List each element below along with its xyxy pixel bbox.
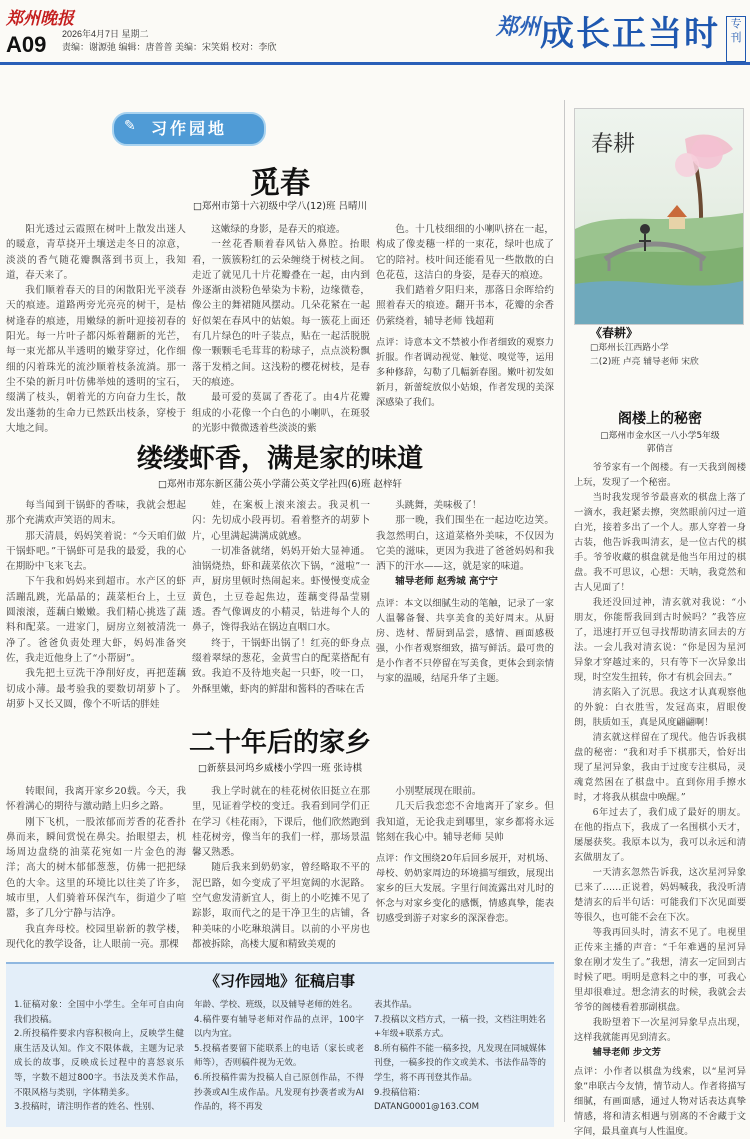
column-badge-label: 习作园地 bbox=[150, 119, 227, 138]
submission-col-2: 年龄、学校、班级，以及辅导老师的姓名。 4.稿件要有辅导老师对作品的点评，100字以内为宜。 5.投稿者要留下能联系上的电话（家长或老师等），否则稿件视为无效。 6.所投稿件需为投稿人自己原创作品，不得抄袭或AI生成作品。凡发现有抄袭者或为AI作品的，将不再发 bbox=[194, 1000, 364, 1113]
painting-school: □郑州长江西路小学 bbox=[590, 343, 669, 353]
header-rule bbox=[0, 62, 750, 65]
article-col-hometown-2 bbox=[192, 784, 370, 952]
paragraph: 色。十几枝细细的小喇叭挤在一起，构成了像麦穗一样的一束花，绿叶也成了它的陪衬。枝叶间还能看见一些散散的白色花苞，这洁白的身姿，是春天的痕迹。 bbox=[376, 224, 554, 281]
painting-illustration bbox=[575, 109, 743, 324]
section-title: 成长正当时 bbox=[540, 14, 720, 54]
paragraph: 娃，在案板上滚来滚去。我灵机一闪：先切成小段再切。看着整齐的胡萝卜片，心里满起满满成就感。 bbox=[192, 500, 370, 542]
article-title-michun: 觅春 bbox=[250, 166, 310, 201]
article-title-hometown: 二十年后的家乡 bbox=[188, 728, 371, 758]
paragraph: 那天清晨，妈妈笑着说：“今天咱们做干锅虾吧。”干锅虾可是我的最爱，我的心在期盼中飞来飞去。 bbox=[6, 530, 186, 573]
paragraph: 我先把土豆洗干净削好皮，再把莲藕切成小薄。最考验我的要数切胡萝卜了。胡萝卜又长又圆，像个不听话的胖娃 bbox=[6, 668, 186, 710]
paragraph: 6年过去了，我们成了最好的朋友。在他的指点下，我成了一名围棋小天才，屡屡获奖。我原本以为，我可以永远和清玄做朋友了。 bbox=[574, 807, 746, 863]
paragraph: 一丝花香顺着春风钻入鼻腔。抬眼看，一簇簇粉红的云朵缠绕于树枝之间。走近了就见几十片花瓣叠在一起，由内到外逐渐由淡粉色晕染为卡粉，边缘微卷，像公主的舞裙随风摆动。几朵花紧在一起好似架在春风中的姑娘。每一簇花上面还有几片绿色的叶子装点，贴在一起活脱脱像一颗颗毛毛茸茸的粉球子，点点淡粉飘落于发梢之间。这浅粉的樱花树枝，是春天的痕迹。 bbox=[192, 239, 370, 388]
article-col-michun-1 bbox=[6, 222, 186, 436]
paragraph: 头跳舞，美味极了！ bbox=[395, 500, 482, 511]
pencil-icon: ✎ bbox=[124, 118, 136, 134]
paragraph: 一天清玄忽然告诉我，这次星河异象已来了……正说着，妈妈喊我，我没听清楚清玄的后半句话：可能我们下次见面要等很久，也可能不会在下次。 bbox=[574, 867, 746, 923]
article-comment-michun: 点评：诗意本文不禁被小作者细致的观察力折服。作者调动视觉、触觉、嗅觉等，运用多种修辞，勾勒了几幅新春图。嫩叶初发如新月，新蕾绽放似小姑娘，作者发现的美深深感染了我们。 bbox=[376, 337, 554, 409]
paragraph: 我们顺着春天的目的闲散阳光平淡春天的痕迹。道路两旁光亮亮的树干，是枯树逢春的痕迹，用嫩绿的新叶迎接初春的阳光。每一片叶子都闪烁着翻新的光芒，每一束光都从半透明的嫩芽穿过，化作细细的闪着珠光的流沙顺着枝条流淌。那一尘不染的新月叶仿佛举烛的透明的宝石，缀满了枝头，朝着光的方向奋力生长，散发出蓬勃的生命力已然跃出枝条，穿梭于大地之间。 bbox=[6, 285, 186, 434]
paragraph: 我们踏着夕阳归来，那落日余晖给约照着春天的痕迹。翻开书本，花瓣的余香仍萦绕着，辅导老师 钱超莉 bbox=[376, 285, 554, 327]
paragraph: 爷爷家有一个阁楼。有一天我到阁楼上玩，发现了一个秘密。 bbox=[574, 462, 746, 488]
submission-notice bbox=[6, 962, 554, 1127]
submission-col-1: 1.征稿对象：全国中小学生。全年可自由向我们投稿。 2.所投稿件要求内容积极向上，反映学生健康生活及认知。作文不限体裁，主题为记录成长的故事，反映成长过程中的喜怒哀乐等，字数不超过800字。书法及美术作品，不限风格与类别，字体精美多。 3.投稿时，请注明作者的姓名、性别、 bbox=[14, 1000, 184, 1113]
article-title-shrimp: 缕缕虾香，满是家的味道 bbox=[136, 444, 423, 474]
paragraph: 转眼间，我离开家乡20载。今天，我怀着满心的期待与激动踏上归乡之路。 bbox=[6, 786, 186, 813]
dateline bbox=[62, 28, 302, 54]
paragraph: 我上学时就在的桂花树依旧挺立在那里，见证着学校的变迁。我看到同学们正在学习《桂花雨》，下课后，他们欣然跑到桂花树旁，像当年的我们一样，那场景温馨又熟悉。 bbox=[192, 786, 370, 859]
paragraph: 我盼望着下一次星河异象早点出现，这样我就能再见到清玄。 bbox=[574, 1017, 746, 1043]
paragraph: 那一晚，我们围坐在一起边吃边笑。我忽然明白，这道菜格外美味，不仅因为它美的滋味，更因为我进了爸爸妈妈和我洒下的汗水——这，就是家的味道。 bbox=[376, 515, 554, 573]
paragraph: 一切准备就绪，妈妈开始大显神通。油锅烧热，虾和蔬菜依次下锅，“滋啦”一声，厨房里顿时热闹起来。虾慢慢变成金黄色，土豆卷起焦边，莲藕变得晶莹剔透。香气像调皮的小精灵，钻进每个人的鼻子，馋得我站在锅边直咽口水。 bbox=[192, 545, 370, 634]
page-number: A09 bbox=[6, 32, 47, 57]
paragraph: 小别墅展现在眼前。 bbox=[395, 786, 482, 797]
paragraph: 我还没回过神，清玄就对我说：“小朋友，你能帮我回到古时候吗？”我答应了，迅速打开豆包寻找帮助清玄回去的方法。一会儿我对清玄说：“你是因为星河异象才穿越过来的，只有等下一次异象出现，时空发生扭转，你才有机会回去。” bbox=[574, 597, 746, 683]
paragraph: 清玄陷入了沉思。我这才认真观察他的外貌：白衣胜雪，发冠高束，眉眼俊朗，肤质如玉，真是风度翩翩啊！ bbox=[574, 687, 746, 728]
teacher-credit: 辅导老师 步文芳 bbox=[592, 1047, 661, 1058]
article-comment-hometown: 点评：作文围绕20年后回乡展开，对机场、母校、奶奶家周边的环境描写细致，展现出家乡的巨大发展。字里行间流露出对儿时的怀念与对家乡变化的感慨，情感真挚，能表切感受到游子对家乡的深深眷恋。 bbox=[376, 853, 554, 925]
sidebar-story-school: □郑州市金水区一八小学5年级 bbox=[600, 431, 720, 441]
submission-col-3: 表其作品。 7.投稿以文档方式，一稿一投，文档注明姓名+年级+联系方式。 8.所有稿件不能一稿多投，凡发现在同城媒体刊登，一稿多投的作文或美术、书法作品等的学生，将不再刊登其作品。 9.投稿信箱： DATANG0001@163.COM bbox=[374, 1000, 546, 1113]
city-logo: 郑州 bbox=[496, 14, 541, 40]
article-col-hometown-3 bbox=[376, 784, 554, 926]
paragraph: 每当闻到干锅虾的香味，我就会想起那个充满欢声笑语的周末。 bbox=[6, 500, 186, 527]
painting-author: 二(2)班 卢亮 辅导老师 宋欣 bbox=[590, 357, 699, 367]
sidebar-story-author: 郭俏言 bbox=[646, 444, 674, 454]
article-comment-shrimp: 点评：本文以细腻生动的笔触，记录了一家人温馨备餐、共享美食的美好周末。从厨房、选材、帮厨到品尝，感情、画面感极强，小作者观察细致，描写鲜活。最可贵的是小作者不只停留在写美食，更体会到亲情与家的温暖，结尾升华了主题。 bbox=[376, 597, 554, 684]
submission-title: 《习作园地》征稿启事 bbox=[204, 972, 355, 990]
article-col-shrimp-3 bbox=[376, 498, 554, 686]
paragraph: 阳光透过云霞照在树叶上散发出迷人的暖意，青草挠开土壤送走冬日的凉意，淡淡的香气随花瓣飘落到书页上，我知道，春天来了。 bbox=[6, 224, 186, 281]
sidebar-story-body bbox=[574, 460, 746, 1139]
article-byline-shrimp: □郑州市郑东新区蒲公英小学蒲公英文学社四(6)班 赵梓轩 bbox=[158, 479, 402, 490]
paragraph: 刚下飞机，一股浓郁而芳香的花香扑鼻而来，瞬间赏悦在鼻尖。抬眼望去，机场周边盘绕的油菜花宛如一片金色的海洋；高大的树木郁郁葱葱，仿佛一把把绿色的大伞。这里的环境比以往美了许多，城市里，人们骑着环保汽车，街道少了喧嚣，多了几分宁静与洁净。 bbox=[6, 816, 186, 920]
paragraph: 当时我发现爷爷最喜欢的棋盘上落了一滴水，我赶紧去擦，突然眼前闪过一道白光，接着多出了一个人。那人穿着一身古装，他告诉我叫清玄，是一位古代的棋手。爷爷收藏的棋盘就是他当年用过的棋盘。我不可思议，心想：天呐，我竟然和古人见面了！ bbox=[574, 492, 746, 593]
paragraph: 这嫩绿的身影，是春天的痕迹。 bbox=[211, 224, 346, 235]
article-col-hometown-1 bbox=[6, 784, 186, 952]
painting-title-text: 春耕 bbox=[591, 132, 636, 157]
special-tag: 专刊 bbox=[726, 16, 746, 62]
paragraph: 下午我和妈妈来到超市。水产区的虾活蹦乱跳，光晶晶的；蔬菜柜台上，土豆圆滚滚，莲藕白嫩嫩。我们精心挑选了蔬料和配菜。一进家门，厨房立刻被清洗一净了。爸爸负责处理大虾，妈妈准备突佐，我走近他身上了“小帮厨”。 bbox=[6, 576, 186, 664]
paragraph: 最可爱的莫属了香花了。由4片花瓣组成的小花像一个白色的小喇叭，在斑驳的光影中微微透着些淡淡的紫 bbox=[192, 392, 370, 434]
paragraph: 清玄就这样留在了现代。他告诉我棋盘的秘密：“我和对手下棋那天，恰好出现了星河异象，我由于过度专注棋局，灵魂竟然困在了棋盘中。直到你用手擦水时，才将我从棋盘中唤醒。” bbox=[574, 732, 746, 803]
article-col-shrimp-2 bbox=[192, 498, 370, 697]
child-painting bbox=[574, 108, 744, 325]
article-byline-michun: □郑州市第十六初级中学八(12)班 吕晴川 bbox=[193, 201, 367, 212]
article-col-michun-2 bbox=[192, 222, 370, 436]
paragraph: 终于，干锅虾出锅了！红亮的虾身点缀着翠绿的葱花，金黄雪白的配菜搭配有致。我迫不及待地夹起一只虾，咬一口，外酥里嫩，虾肉的鲜甜和酱料的香味在舌 bbox=[192, 637, 370, 695]
page-header bbox=[0, 0, 750, 62]
issue-date: 2026年4月7日 星期二 bbox=[62, 29, 149, 39]
article-col-shrimp-1 bbox=[6, 498, 186, 712]
sidebar-story-byline bbox=[574, 430, 746, 456]
teacher-credit: 辅导老师 赵秀城 高宁宁 bbox=[395, 576, 498, 588]
article-col-michun-3 bbox=[376, 222, 554, 410]
paragraph: 几天后我恋恋不舍地离开了家乡。但我知道，无论我走到哪里，家乡都将永远铭刻在我心中。辅导老师 吴帅 bbox=[376, 801, 554, 843]
paragraph: 我直奔母校。校园里崭新的教学楼，现代化的教学设备，让人眼前一亮。那棵 bbox=[6, 923, 186, 950]
paragraph: 等我再回头时，清玄不见了。电视里正传来主播的声音：“千年难遇的星河异象在刚才发生了。”我想，清玄一定回到古时候了吧。明明是意料之中的事，可我心里却很难过。想念清玄的时候，我就会去爷爷的阁楼看着那副棋盘。 bbox=[574, 927, 746, 1013]
painting-caption-title: 《春耕》 bbox=[590, 326, 639, 340]
staff-credits: 责编：谢源弛 编辑：唐普普 美编：宋笑娟 校对：李欣 bbox=[62, 42, 277, 52]
sidebar-story-title: 阁楼上的秘密 bbox=[618, 411, 702, 427]
sidebar-story-comment: 点评：小作者以棋盘为线索，以“星河异象”串联古今友情，情节动人。作者将描写细腻，有画面感，通过人物对话表达真挚情感，将和清玄相遇与别离的不舍藏于文字间，最具童真与人性温度。 bbox=[574, 1066, 746, 1137]
paragraph: 随后我来到奶奶家，曾经略取不平的泥巴路，如今变成了平坦宽阔的水泥路。空气愈发清新宜人，街上的小吃摊不见了踪影，取而代之的是干净卫生的店铺，各种美味的小吃琳琅满目。以前的小平房也都被拆除，高楼大厦和精致美观的 bbox=[192, 862, 370, 950]
article-byline-hometown: □新蔡县河坞乡威楼小学四一班 张诗棋 bbox=[198, 763, 362, 774]
masthead-logo: 郑州晚报 bbox=[6, 9, 74, 29]
painting-caption bbox=[590, 341, 740, 369]
